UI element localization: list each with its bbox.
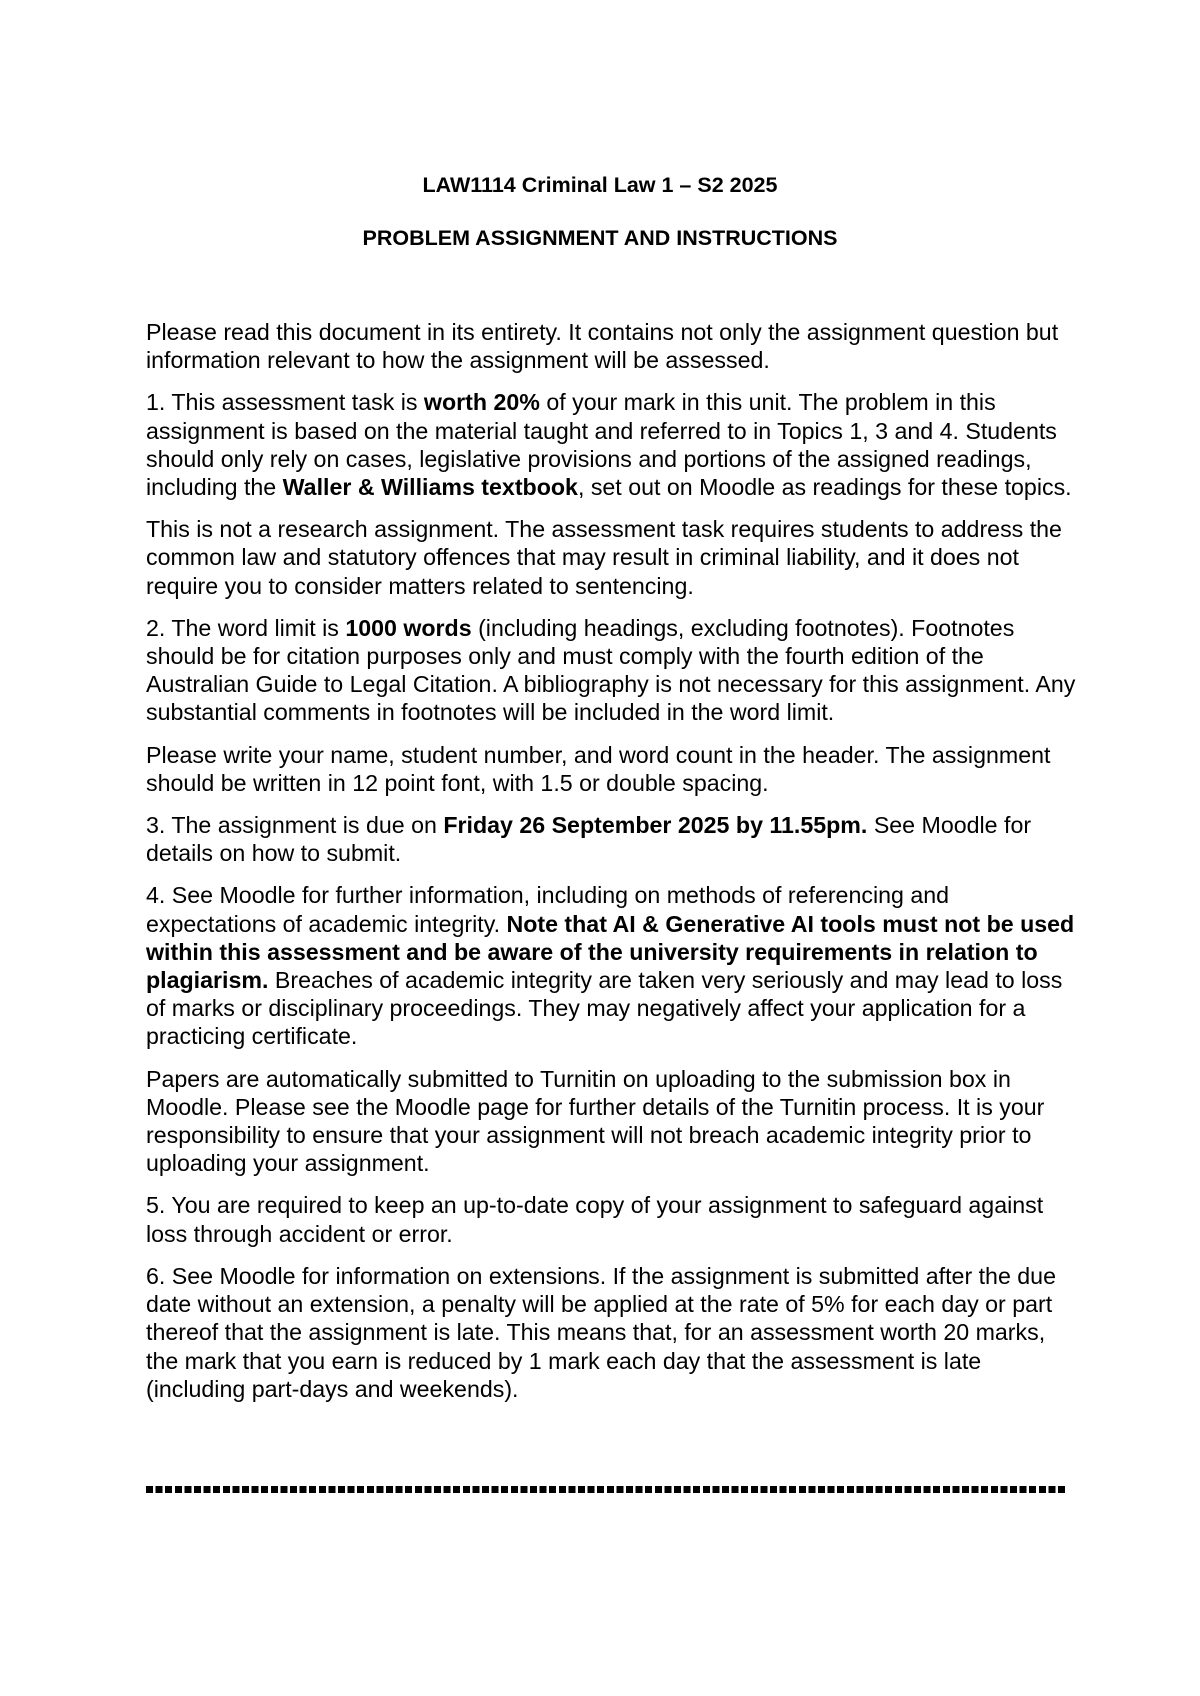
document-title: PROBLEM ASSIGNMENT AND INSTRUCTIONS — [362, 226, 838, 250]
weighting-text-3: , set out on Moodle as readings for these topics. — [577, 474, 1072, 501]
weighting-text-1: 1. This assessment task is — [146, 389, 424, 416]
due-date-paragraph — [146, 811, 1076, 867]
due-date-value: Friday 26 September 2025 by 11.55pm. — [443, 812, 868, 839]
word-limit-paragraph — [146, 614, 1076, 727]
scope-paragraph: This is not a research assignment. The assessment task requires students to address the common law and statutory offences that may result in criminal liability, and it does not require you to consider matters related to sentencing. — [146, 516, 1062, 599]
turnitin-paragraph: Papers are automatically submitted to Turnitin on uploading to the submission box in Moodle. Please see the Moodle page for further details of the Turnitin process. It is your responsibility to ensure that your assignment will not breach academic integrity prior to uploading your assignment. — [146, 1065, 1045, 1177]
extensions-paragraph: 6. See Moodle for information on extensions. If the assignment is submitted after the due date without an extension, a penalty will be applied at the rate of 5% for each day or part thereof that the assignment is late. This means that, for an assessment worth 20 marks, the mark that you earn is reduced by 1 mark each day that the assessment is late (including part-days and weekends). — [146, 1262, 1056, 1402]
formatting-paragraph: Please write your name, student number, and word count in the header. The assignment should be written in 12 point font, with 1.5 or double spacing. — [146, 741, 1051, 796]
textbook-name: Waller & Williams textbook — [282, 474, 578, 501]
intro-paragraph: Please read this document in its entirety. It contains not only the assignment question but information relevant to how the assignment will be assessed. — [146, 319, 1059, 374]
backup-paragraph: 5. You are required to keep an up-to-date copy of your assignment to safeguard against loss through accident or error. — [146, 1192, 1044, 1247]
dashed-divider — [146, 1486, 1066, 1493]
ai-warning: Note that AI & Generative AI tools must not be used within this assessment and be aware of the university requirements in relation to plagiarism. — [146, 910, 1075, 994]
due-date-text-2: See Moodle for details on how to submit. — [146, 812, 1032, 867]
weighting-percent: worth 20% — [423, 389, 540, 416]
weighting-text-2: of your mark in this unit. The problem in this assignment is based on the material taught and referred to in Topics 1, 3 and 4. Students should only rely on cases, legislative provisions and portions of the assigned readings, including the — [146, 389, 1057, 501]
course-title: LAW1114 Criminal Law 1 – S2 2025 — [422, 173, 778, 197]
word-limit-value: 1000 words — [345, 614, 472, 641]
integrity-paragraph — [146, 881, 1076, 1050]
weighting-paragraph — [146, 388, 1076, 501]
due-date-text-1: 3. The assignment is due on — [146, 812, 444, 839]
document-body — [146, 318, 1076, 1417]
integrity-text-1: 4. See Moodle for further information, including on methods of referencing and expectations of academic integrity. — [146, 882, 950, 937]
word-limit-text-1: 2. The word limit is — [146, 614, 346, 641]
integrity-text-2: Breaches of academic integrity are taken very seriously and may lead to loss of marks or disciplinary proceedings. They may negatively affect your application for a practicing certificate. — [146, 967, 1063, 1050]
word-limit-text-2: (including headings, excluding footnotes). Footnotes should be for citation purposes only and must comply with the fourth edition of the Australian Guide to Legal Citation. A bibliography is not necessary for this assignment. Any substantial comments in footnotes will be included in the word limit. — [146, 614, 1076, 726]
